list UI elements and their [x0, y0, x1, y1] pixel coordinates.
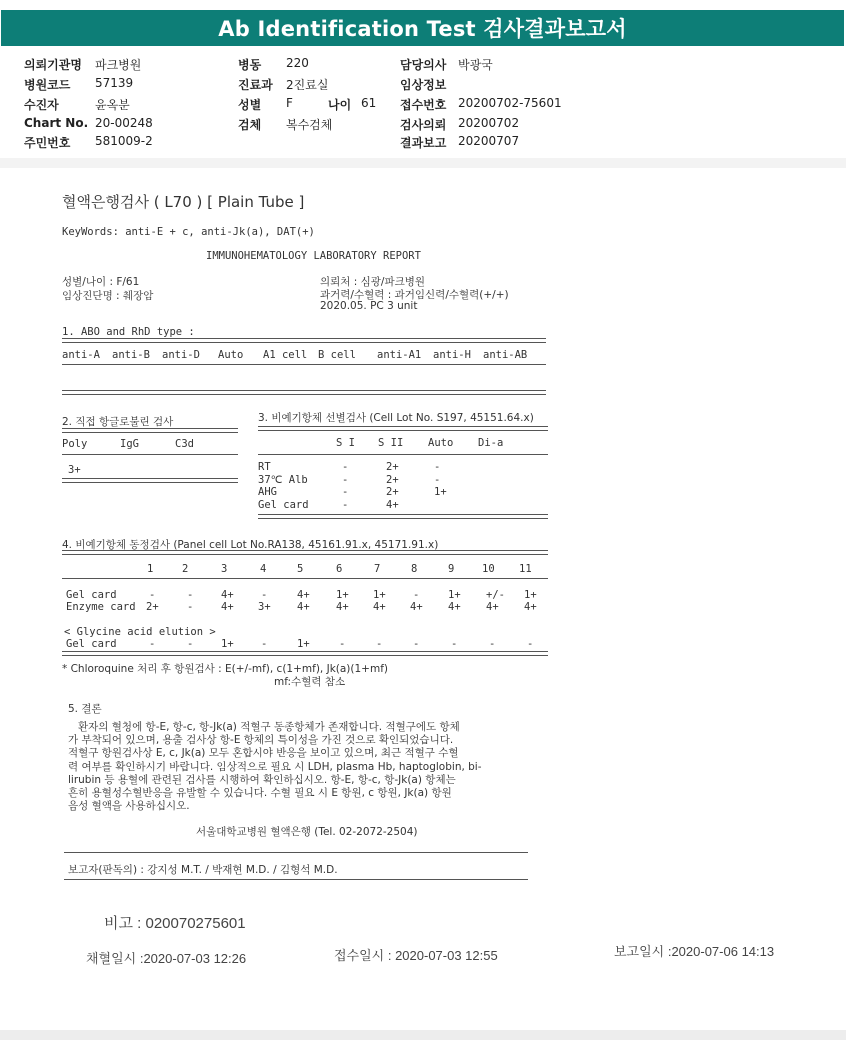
screening-header-cell: Auto [428, 437, 454, 449]
divider [62, 578, 548, 579]
screening-header-cell: S II [378, 437, 404, 449]
abo-header-cell: anti-AB [483, 349, 528, 361]
header-field-value: 파크병원 [95, 58, 142, 72]
header-field-value: 20-00248 [95, 116, 153, 130]
glycine-cell: 1+ [297, 638, 310, 650]
header-field-value: 57139 [95, 76, 134, 90]
reported-datetime: 보고일시 :2020-07-06 14:13 [614, 944, 775, 959]
divider [62, 428, 238, 433]
panel-row-label: Gel card [66, 589, 117, 601]
panel-cell: 4+ [486, 601, 499, 613]
header-field-value: 복수검체 [286, 118, 333, 132]
screening-cell: - [342, 486, 349, 498]
glycine-cell: - [376, 638, 383, 650]
panel-cell: 4+ [410, 601, 423, 613]
panel-header-cell: 3 [221, 563, 228, 575]
glycine-title: < Glycine acid elution > [64, 626, 216, 638]
header-field-label: 담당의사 [400, 58, 447, 72]
panel-row-label: Enzyme card [66, 601, 136, 613]
screening-cell: 2+ [386, 461, 399, 473]
chloroquine-result: * Chloroquine 처리 후 항원검사 : E(+/-mf), c(1+mf), Jk(a)(1+mf) [62, 663, 388, 675]
report-title: 혈액은행검사 ( L70 ) [ Plain Tube ] [62, 193, 305, 211]
screening-cell: - [342, 473, 349, 486]
panel-header-cell: 1 [147, 563, 154, 575]
header-field-label: 병원코드 [24, 78, 71, 92]
screening-cell: 2+ [386, 486, 399, 498]
lab-name: 서울대학교병원 혈액은행 (Tel. 02-2072-2504) [196, 826, 418, 838]
panel-cell: 4+ [221, 601, 234, 613]
panel-cell: 1+ [373, 589, 386, 601]
glycine-cell: - [187, 638, 194, 650]
banner-title: Ab Identification Test 검사결과보고서 [1, 10, 844, 46]
header-field-value: 2진료실 [286, 78, 329, 92]
section-4-title: 4. 비예기항체 동정검사 (Panel cell Lot No.RA138, 45161.91.x, 45171.91.x) [62, 539, 439, 551]
glycine-row-label: Gel card [66, 638, 117, 650]
section-1-title: 1. ABO and RhD type : [62, 326, 195, 338]
header-field-value: 윤옥분 [95, 98, 130, 112]
divider [62, 478, 238, 483]
glycine-cell: - [527, 638, 534, 650]
glycine-cell: - [451, 638, 458, 650]
abo-header-cell: Auto [218, 349, 244, 361]
screening-cell: - [342, 498, 349, 511]
divider [62, 651, 548, 656]
conclusion-line: 음성 혈액을 사용하십시오. [68, 800, 190, 813]
panel-cell: 2+ [146, 601, 159, 613]
age-value: 61 [361, 96, 377, 110]
panel-header-cell: 4 [260, 563, 267, 575]
glycine-cell: - [261, 638, 268, 650]
panel-cell: 4+ [524, 601, 537, 613]
screening-row-label: Gel card [258, 498, 309, 511]
panel-cell: 4+ [221, 589, 234, 601]
glycine-cell: 1+ [221, 638, 234, 650]
header-field-value: 20200707 [458, 134, 520, 148]
dat-header-cell: C3d [175, 438, 194, 450]
panel-cell: - [413, 589, 420, 601]
section-3-title: 3. 비예기항체 선별검사 (Cell Lot No. S197, 45151.64.x) [258, 412, 534, 424]
header-field-label: 진료과 [238, 78, 273, 92]
divider [62, 454, 238, 455]
transfusion-history: 과거력/수혈력 : 과거임신력/수혈력(+/+) [320, 289, 509, 301]
conclusion-line: lirubin 등 용혈에 관련된 검사를 시행하여 확인하십시오. 항-E, 항-c, 항-Jk(a) 항체는 [68, 773, 456, 786]
header-field-label: 검체 [238, 118, 262, 132]
dat-poly-value: 3+ [68, 464, 81, 476]
collected-datetime: 채혈일시 :2020-07-03 12:26 [86, 951, 247, 966]
panel-cell: 4+ [373, 601, 386, 613]
abo-header-cell: anti-H [433, 349, 471, 361]
panel-header-cell: 6 [336, 563, 343, 575]
section-separator [0, 158, 846, 168]
age-label: 나이 [328, 98, 352, 112]
screening-row-label: 37℃ Alb [258, 473, 308, 486]
header-field-label: Chart No. [24, 116, 89, 130]
screening-cell: 2+ [386, 473, 399, 486]
header-field-label: 검사의뢰 [400, 118, 447, 132]
screening-header-cell: Di-a [478, 437, 504, 449]
header-field-label: 병동 [238, 58, 262, 72]
divider [258, 454, 548, 455]
header-field-label: 접수번호 [400, 98, 447, 112]
panel-cell: 3+ [258, 601, 271, 613]
screening-cell: - [434, 473, 441, 486]
screening-row-label: RT [258, 461, 271, 473]
note: 비고 : 020070275601 [104, 915, 246, 932]
header-field-label: 임상정보 [400, 78, 447, 92]
panel-cell: 4+ [297, 601, 310, 613]
divider [258, 514, 548, 519]
panel-header-cell: 8 [411, 563, 418, 575]
screening-cell: - [434, 461, 441, 473]
glycine-cell: - [413, 638, 420, 650]
lab-report-title: IMMUNOHEMATOLOGY LABORATORY REPORT [206, 250, 421, 262]
header-field-label: 의뢰기관명 [24, 58, 82, 72]
section-2-title: 2. 직접 항글로불린 검사 [62, 416, 174, 428]
dat-header-cell: IgG [120, 438, 139, 450]
section-5-title: 5. 결론 [68, 703, 102, 715]
header-field-value: 581009-2 [95, 134, 153, 148]
header-field-label: 결과보고 [400, 136, 447, 150]
screening-row-label: AHG [258, 486, 277, 498]
screening-cell: 4+ [386, 498, 399, 511]
panel-cell: +/- [486, 589, 505, 601]
diagnosis: 임상진단명 : 췌장암 [62, 290, 154, 302]
glycine-cell: - [489, 638, 496, 650]
panel-header-cell: 5 [297, 563, 304, 575]
abo-header-cell: B cell [318, 349, 356, 361]
abo-header-cell: anti-A [62, 349, 100, 361]
conclusion-line: 력 여부를 확인하시기 바랍니다. 임상적으로 필요 시 LDH, plasma Hb, haptoglobin, bi- [68, 760, 482, 773]
screening-cell: 1+ [434, 486, 447, 498]
header-field-value: 박광국 [458, 58, 493, 72]
abo-header-cell: anti-B [112, 349, 150, 361]
divider [258, 426, 548, 431]
divider [62, 390, 546, 395]
header-field-value: F [286, 96, 293, 110]
panel-header-cell: 10 [482, 563, 495, 575]
conclusion-line: 가 부착되어 있으며, 용출 검사상 항-E 항체의 특이성을 가진 것으로 확인되었습니다. [68, 734, 454, 747]
header-field-label: 성별 [238, 98, 262, 112]
divider [62, 550, 548, 555]
conclusion-line: 환자의 혈청에 항-E, 항-c, 항-Jk(a) 적혈구 동종항체가 존재합니다. 적혈구에도 항체 [68, 721, 460, 733]
header-field-value: 20200702 [458, 116, 520, 130]
header-field-label: 주민번호 [24, 136, 71, 150]
scanned-report [0, 168, 846, 1030]
dat-header-cell: Poly [62, 438, 88, 450]
panel-header-cell: 2 [182, 563, 189, 575]
panel-header-cell: 9 [448, 563, 455, 575]
screening-cell: - [342, 461, 349, 473]
panel-cell: 4+ [336, 601, 349, 613]
panel-cell: 1+ [448, 589, 461, 601]
abo-header-cell: anti-D [162, 349, 200, 361]
panel-header-cell: 7 [374, 563, 381, 575]
divider [62, 338, 546, 343]
abo-header-cell: anti-A1 [377, 349, 422, 361]
panel-cell: - [261, 589, 268, 601]
requester: 의뢰처 : 심광/파크병원 [320, 276, 426, 288]
sex-age: 성별/나이 : F/61 [62, 276, 140, 288]
panel-cell: 1+ [524, 589, 537, 601]
panel-cell: 1+ [336, 589, 349, 601]
header-field-value: 20200702-75601 [458, 96, 562, 110]
screening-header-cell: S I [336, 437, 355, 449]
panel-header-cell: 11 [519, 563, 532, 575]
transfusion-history-detail: 2020.05. PC 3 unit [320, 300, 418, 312]
conclusion-line: 적혈구 항원검사상 E, c, Jk(a) 모두 혼합시야 반응을 보이고 있으며, 최근 적혈구 수혈 [68, 747, 459, 760]
conclusion-line: 흔히 용혈성수혈반응을 유발할 수 있습니다. 수혈 필요 시 E 항원, c 항원, Jk(a) 항원 [68, 787, 452, 799]
header-field-label: 수진자 [24, 98, 59, 112]
panel-cell: 4+ [448, 601, 461, 613]
chloroquine-note: mf:수혈력 참소 [274, 676, 346, 688]
panel-cell: - [149, 589, 156, 601]
divider [64, 852, 528, 853]
panel-cell: - [187, 589, 194, 601]
keywords: KeyWords: anti-E + c, anti-Jk(a), DAT(+) [62, 226, 315, 238]
header-field-value: 220 [286, 56, 309, 70]
received-datetime: 접수일시 : 2020-07-03 12:55 [334, 948, 498, 963]
glycine-cell: - [149, 638, 156, 650]
divider [62, 364, 546, 365]
abo-header-cell: A1 cell [263, 349, 308, 361]
divider [64, 879, 528, 880]
panel-cell: - [187, 601, 194, 613]
panel-cell: 4+ [297, 589, 310, 601]
glycine-cell: - [339, 638, 346, 650]
reporters: 보고자(판독의) : 강지성 M.T. / 박재현 M.D. / 김형석 M.D. [68, 864, 338, 876]
